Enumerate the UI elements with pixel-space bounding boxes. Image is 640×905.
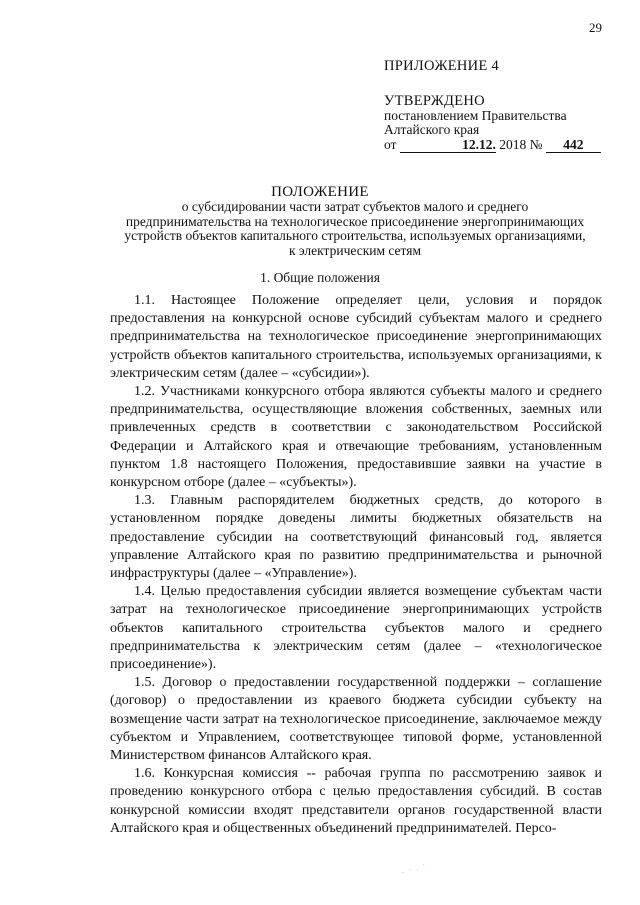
section-heading: 1. Общие положения bbox=[260, 270, 380, 285]
paragraph-1-2: 1.2. Участниками конкурсного отбора являются субъекты малого и среднего предпринимательства, осуществляющие вложения собственных, заемных или привлеченных средств в соответствии с законодательством Российской Федерации и Алтайского края и отвечающие требованиям, установленным пунктом 1.8 настоящего Положения, предоставившие заявки на участие в конкурсном отборе (далее – «субъекты»). bbox=[110, 384, 602, 491]
document-body bbox=[110, 292, 602, 838]
approval-date: 12.12. bbox=[400, 137, 496, 153]
paragraph-1-5: 1.5. Договор о предоставлении государственной поддержки – соглашение (договор) о предоставлении из краевого бюджета субсидии субъекту на возмещение части затрат на технологическое присоединение, заключаемое между субъектом и Управлением, соответствующее типовой форме, установленной Министерством финансов Алтайского края. bbox=[110, 675, 602, 764]
page-number: 29 bbox=[589, 20, 602, 35]
paragraph-1-6: 1.6. Конкурсная комиссия -- рабочая группа по рассмотрению заявок и проведению конкурсного отбора с целью предоставления субсидий. В состав конкурсной комиссии входят представители органов государственной власти Алтайского края и общественных объединений предпринимателей. Персо- bbox=[110, 766, 602, 836]
approval-date-row bbox=[384, 137, 614, 153]
approval-year: 2018 bbox=[499, 137, 527, 152]
paragraph-1-1: 1.1. Настоящее Положение определяет цели, условия и порядок предоставления на конкурсной основе субсидий субъектам малого и среднего предпринимательства на технологическое присоединение энергопринимающих устройств объектов капитального строительства, используемых организациями, к электрическим сетям (далее – «субсидии»). bbox=[110, 293, 602, 381]
scan-artifact: ` ˙ · ˙ bbox=[401, 861, 429, 881]
regulation-subtitle: о субсидировании части затрат субъектов малого и среднего предпринимательства на технологическое присоединение энергопринимающих устройств объектов капитального строительства, используемых организациями, к электрическим сетям bbox=[124, 199, 586, 258]
approval-number: 442 bbox=[546, 137, 601, 153]
paragraph-1-3: 1.3. Главным распорядителем бюджетных средств, до которого в установленном порядке доведены лимиты бюджетных обязательств на предоставление субсидии на соответствующий финансовый год, является управление Алтайского края по развитию предпринимательства и рыночной инфраструктуры (далее – «Управление»). bbox=[110, 493, 602, 582]
appendix-title: ПРИЛОЖЕНИЕ 4 bbox=[384, 58, 500, 74]
paragraph-1-4: 1.4. Целью предоставления субсидии является возмещение субъектам части затрат на технологическое присоединение энергопринимающих устройств объектов капитального строительства субъектов малого и среднего предпринимательства к электрическим сетям (далее – «технологическое присоединение»). bbox=[110, 584, 602, 673]
approval-line-2: Алтайского края bbox=[384, 122, 480, 137]
approved-label: УТВЕРЖДЕНО bbox=[384, 93, 485, 109]
approval-line-1: постановлением Правительства bbox=[384, 108, 567, 123]
approval-block bbox=[384, 58, 614, 153]
date-prefix: от bbox=[384, 137, 397, 152]
number-prefix: № bbox=[529, 137, 543, 152]
regulation-title: ПОЛОЖЕНИЕ bbox=[271, 184, 369, 200]
